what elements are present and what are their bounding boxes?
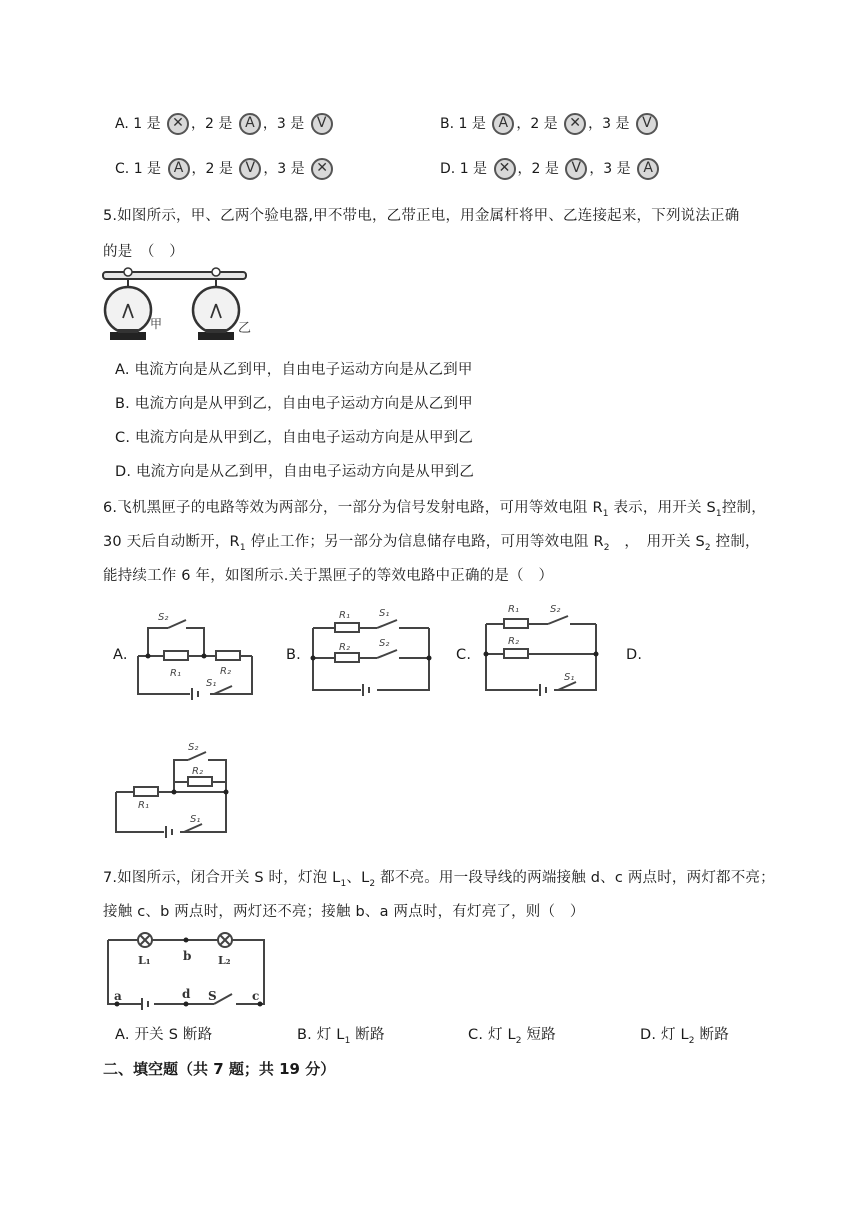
svg-text:S₂: S₂ [158, 612, 169, 623]
q5-stem-line1: 5.如图所示，甲、乙两个验电器,甲不带电，乙带正电，用金属杆将甲、乙连接起来，下列说法正确 [103, 208, 740, 224]
svg-text:R₂: R₂ [339, 642, 350, 653]
svg-text:S₂: S₂ [379, 638, 390, 649]
ammeter-icon: A [492, 113, 514, 135]
svg-text:S₁: S₁ [379, 608, 390, 619]
voltmeter-icon: V [565, 158, 587, 180]
circuit-option-b [305, 600, 435, 700]
svg-text:R₁: R₁ [339, 610, 350, 621]
circuit-option-d [108, 738, 238, 838]
q6-stem-line2: 30 天后自动断开，$R_1$ 停止工作；另一部分为信息储存电路，可用等效电阻 $R_2$ ， 用开关 $S_2$ 控制， [103, 534, 760, 553]
q4-option-c: C. 1 是 A ，2 是 V ，3 是 ✕ [115, 158, 335, 180]
svg-text:c: c [252, 989, 260, 1003]
svg-text:L₁: L₁ [138, 954, 151, 967]
svg-text:S₁: S₁ [190, 814, 201, 825]
circuit-option-c [478, 598, 608, 698]
voltmeter-icon: V [239, 158, 261, 180]
q6-stem-line3: 能持续工作 6 年，如图所示.关于黑匣子的等效电路中正确的是（ ） [103, 568, 554, 584]
svg-text:S₂: S₂ [188, 742, 199, 753]
q5-option-c: C. 电流方向是从甲到乙，自由电子运动方向是从甲到乙 [115, 430, 474, 446]
q5-stem-line2: 的是 （ ） [103, 244, 184, 260]
q4-option-d: D. 1 是 ✕ ，2 是 V ，3 是 A [440, 158, 661, 180]
q7-stem-line2: 接触 c、b 两点时，两灯还不亮；接触 b、a 两点时，有灯亮了，则（ ） [103, 904, 585, 920]
svg-text:a: a [114, 989, 122, 1003]
voltmeter-icon: V [311, 113, 333, 135]
svg-text:L₂: L₂ [218, 954, 231, 967]
svg-text:S₂: S₂ [550, 604, 561, 615]
svg-text:R₂: R₂ [508, 636, 519, 647]
q6-label-d: D. [626, 647, 643, 663]
q7-option-c: C. 灯 $L_2$ 短路 [468, 1027, 556, 1046]
svg-text:S: S [208, 989, 217, 1003]
q4-option-b: B. 1 是 A ，2 是 ✕ ，3 是 V [440, 113, 660, 135]
q4-option-a: A. 1 是 ✕ ，2 是 A ，3 是 V [115, 113, 335, 135]
lamp-meter-icon: ✕ [311, 158, 333, 180]
q5-option-d: D. 电流方向是从乙到甲，自由电子运动方向是从甲到乙 [115, 464, 475, 480]
svg-text:R₁: R₁ [170, 668, 181, 679]
q6-label-c: C. [456, 647, 472, 663]
voltmeter-icon: V [636, 113, 658, 135]
circuit-q7-figure [104, 930, 274, 1012]
svg-text:d: d [182, 987, 191, 1001]
svg-text:R₁: R₁ [508, 604, 519, 615]
label-yi: 乙 [238, 321, 252, 336]
q6-label-b: B. [286, 647, 301, 663]
q7-option-d: D. 灯 $L_2$ 断路 [640, 1027, 729, 1046]
svg-text:R₂: R₂ [192, 766, 203, 777]
q7-option-b: B. 灯 $L_1$ 断路 [297, 1027, 385, 1046]
svg-text:R₂: R₂ [220, 666, 231, 677]
q7-stem-line1: 7.如图所示，闭合开关 S 时，灯泡 $L_1$、$L_2$ 都不亮。用一段导线的两端接触 d、c 两点时，两灯都不亮； [103, 870, 775, 889]
lamp-meter-icon: ✕ [564, 113, 586, 135]
q5-option-a: A. 电流方向是从乙到甲，自由电子运动方向是从乙到甲 [115, 362, 473, 378]
section-2-heading: 二、填空题（共 7 题；共 19 分） [103, 1060, 336, 1078]
ammeter-icon: A [637, 158, 659, 180]
ammeter-icon: A [168, 158, 190, 180]
q6-stem-line1: 6.飞机黑匣子的电路等效为两部分，一部分为信号发射电路，可用等效电阻 $R_1$ 表示，用开关 $S_1$控制， [103, 500, 766, 519]
label-jia: 甲 [150, 317, 163, 331]
ammeter-icon: A [239, 113, 261, 135]
svg-text:R₁: R₁ [138, 800, 149, 811]
svg-text:S₁: S₁ [206, 678, 217, 689]
svg-text:S₁: S₁ [564, 672, 575, 683]
circuit-option-a [128, 606, 268, 701]
q5-option-b: B. 电流方向是从甲到乙，自由电子运动方向是从乙到甲 [115, 396, 473, 412]
lamp-meter-icon: ✕ [167, 113, 189, 135]
q7-option-a: A. 开关 S 断路 [115, 1027, 213, 1043]
q6-label-a: A. [113, 647, 128, 663]
electroscope-figure [100, 266, 270, 346]
lamp-meter-icon: ✕ [494, 158, 516, 180]
svg-text:b: b [183, 949, 192, 963]
